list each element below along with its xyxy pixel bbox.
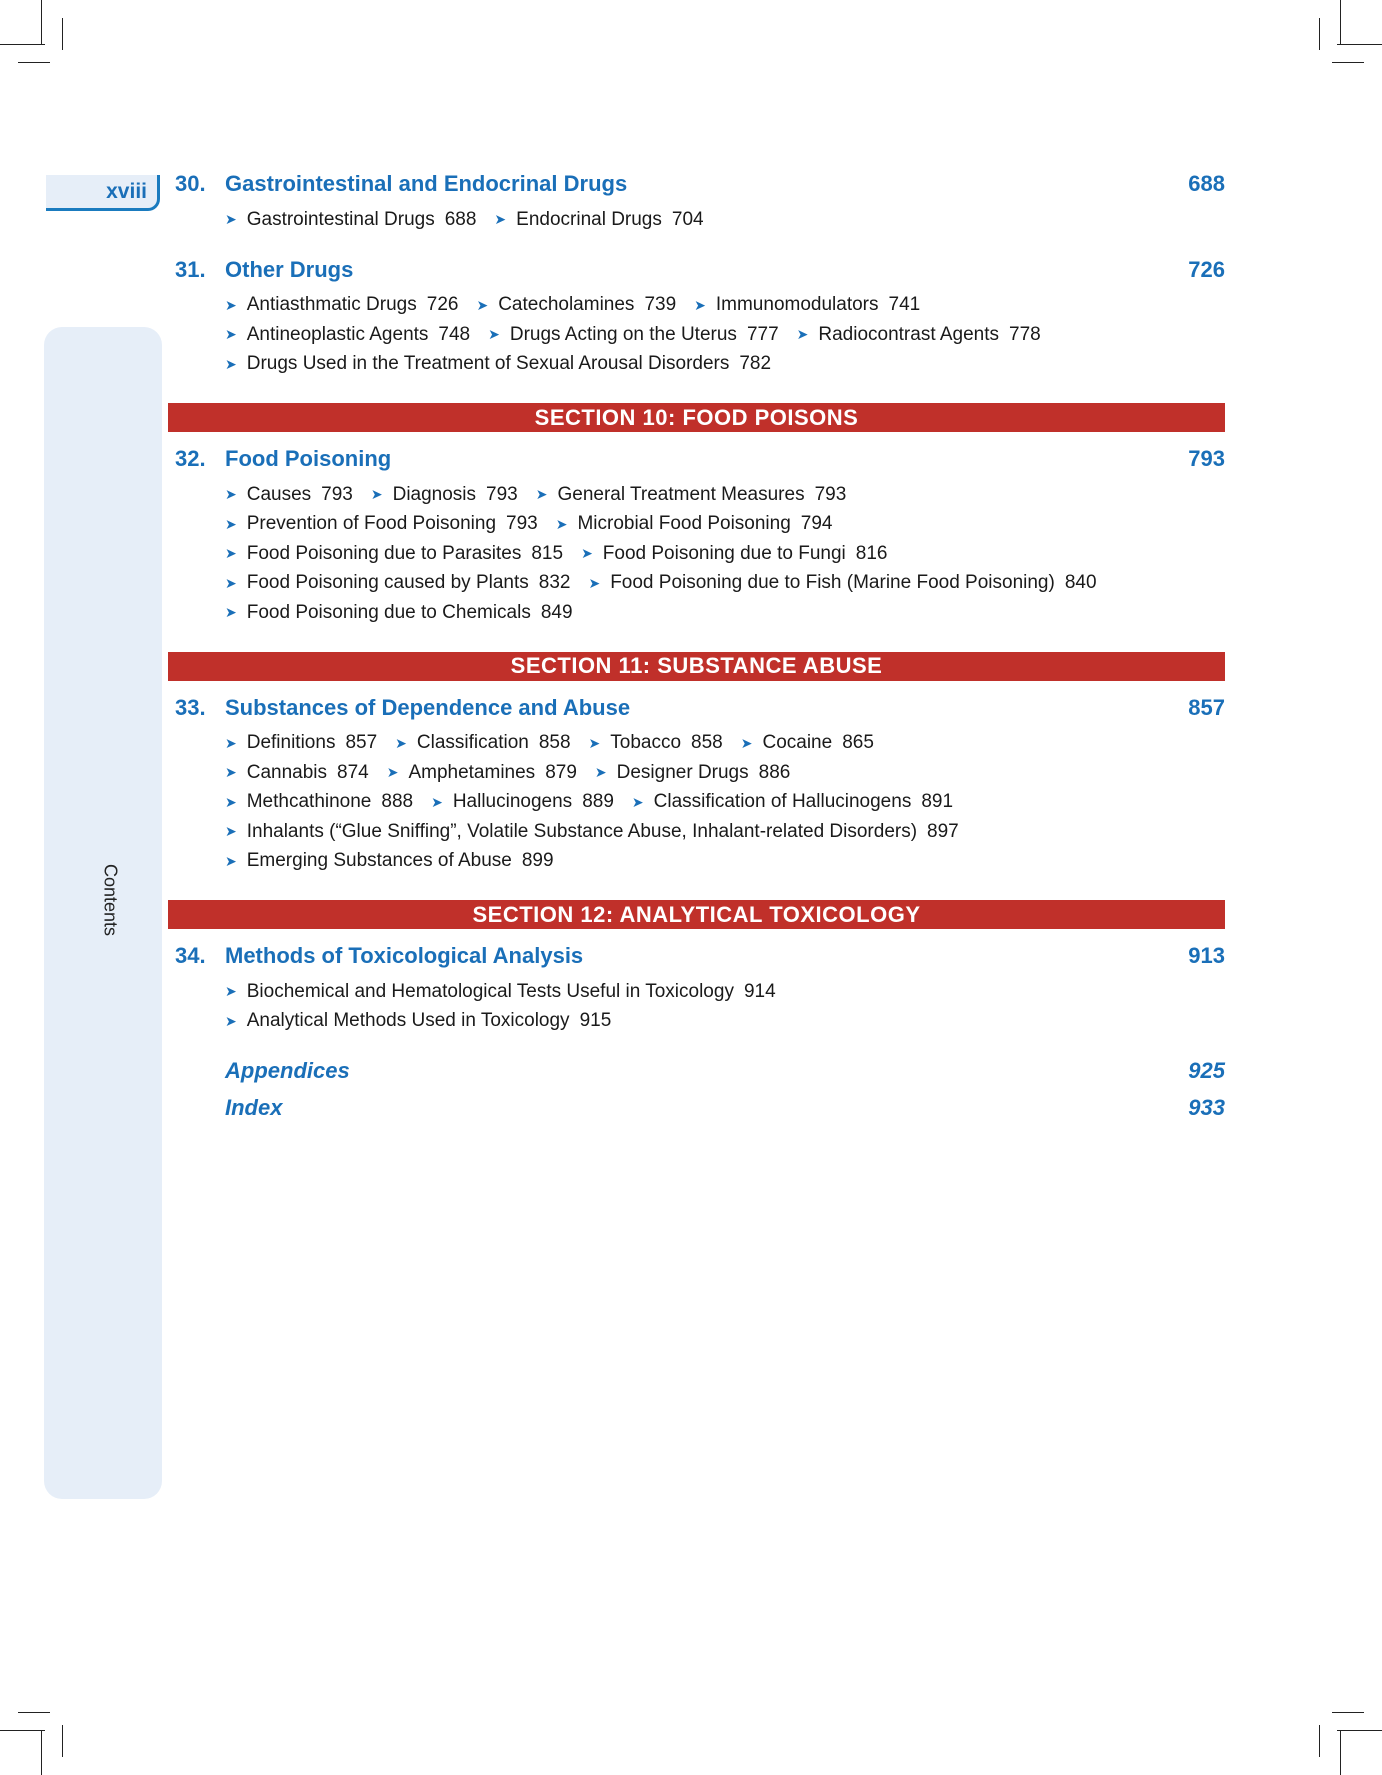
chapter-number: 33.: [175, 694, 206, 720]
section-banner: SECTION 11: SUBSTANCE ABUSE: [168, 652, 1225, 681]
chapter-heading[interactable]: [175, 689, 1225, 727]
topic-entry[interactable]: [595, 762, 790, 784]
topic-title: Inhalants (“Glue Sniffing”, Volatile Substance Abuse, Inhalant-related Disorders): [246, 820, 918, 842]
crop-mark: [1319, 18, 1320, 50]
topic-row: [225, 291, 1225, 321]
arrow-bullet-icon: ➤: [494, 211, 507, 228]
topic-title: Cannabis: [246, 761, 328, 783]
topic-page: 914: [743, 980, 776, 1002]
topic-entry[interactable]: [225, 821, 959, 843]
topic-title: Cocaine: [762, 732, 833, 754]
topic-page: 874: [337, 761, 369, 783]
topic-page: 840: [1064, 572, 1097, 594]
topic-title: Drugs Acting on the Uterus: [509, 323, 737, 345]
side-label: Contents: [100, 863, 121, 937]
topic-page: 865: [842, 732, 874, 754]
topic-entry[interactable]: [431, 791, 614, 813]
arrow-bullet-icon: ➤: [225, 793, 237, 810]
chapter-title: Food Poisoning: [225, 446, 392, 471]
arrow-bullet-icon: ➤: [225, 574, 237, 591]
arrow-bullet-icon: ➤: [225, 355, 237, 372]
topic-page: 849: [540, 601, 573, 623]
topic-entry[interactable]: [225, 602, 573, 624]
chapter-topics: [225, 291, 1225, 396]
crop-mark: [1340, 0, 1341, 45]
topic-title: Food Poisoning due to Fungi: [602, 542, 846, 564]
topic-page: 891: [921, 791, 954, 813]
topic-page: 748: [438, 323, 471, 345]
arrow-bullet-icon: ➤: [225, 823, 237, 840]
topic-title: Catecholamines: [498, 294, 635, 316]
arrow-bullet-icon: ➤: [370, 486, 383, 503]
topic-row: [225, 817, 1225, 847]
topic-title: Designer Drugs: [616, 761, 749, 783]
topic-title: Microbial Food Poisoning: [577, 513, 791, 535]
topic-entry[interactable]: [225, 209, 476, 231]
topic-entry[interactable]: [225, 1010, 611, 1032]
arrow-bullet-icon: ➤: [386, 764, 399, 781]
topic-entry[interactable]: [589, 732, 723, 754]
topic-title: Drugs Used in the Treatment of Sexual Arousal Disorders: [246, 353, 730, 375]
topic-entry[interactable]: [387, 762, 577, 784]
arrow-bullet-icon: ➤: [581, 545, 593, 562]
topic-entry[interactable]: [536, 484, 847, 506]
chapter-title: Methods of Toxicological Analysis: [225, 943, 584, 968]
topic-page: 778: [1009, 323, 1041, 345]
topic-page: 858: [691, 732, 723, 754]
chapter-number: 30.: [175, 171, 206, 196]
arrow-bullet-icon: ➤: [225, 983, 237, 1000]
topic-entry[interactable]: [588, 572, 1096, 594]
topic-title: General Treatment Measures: [557, 483, 805, 505]
arrow-bullet-icon: ➤: [431, 793, 443, 810]
topic-page: 726: [426, 294, 459, 316]
chapter-title: Other Drugs: [225, 256, 354, 282]
topic-row: [225, 510, 1225, 540]
topic-row: [225, 788, 1225, 818]
crop-mark: [0, 1730, 45, 1731]
arrow-bullet-icon: ➤: [225, 211, 237, 228]
arrow-bullet-icon: ➤: [225, 734, 237, 751]
page-number: xviii: [106, 180, 147, 203]
topic-row: [225, 598, 1225, 628]
topic-page: 741: [888, 294, 921, 316]
crop-mark: [18, 1712, 50, 1713]
topic-entry[interactable]: [225, 484, 353, 506]
topic-entry[interactable]: [225, 732, 377, 754]
topic-entry[interactable]: [632, 791, 953, 813]
topic-entry[interactable]: [225, 294, 458, 316]
topic-page: 832: [538, 572, 571, 594]
arrow-bullet-icon: ➤: [594, 764, 607, 781]
topic-title: Emerging Substances of Abuse: [246, 850, 512, 872]
back-matter-page: 933: [1188, 1094, 1225, 1120]
chapter-topics: [225, 480, 1225, 644]
topic-entry[interactable]: [371, 484, 518, 506]
topic-entry[interactable]: [694, 294, 920, 316]
topic-entry[interactable]: [476, 294, 676, 316]
topic-title: Radiocontrast Agents: [818, 323, 999, 345]
arrow-bullet-icon: ➤: [225, 764, 237, 781]
crop-mark: [1332, 1712, 1364, 1713]
topic-entry[interactable]: [225, 762, 369, 784]
arrow-bullet-icon: ➤: [535, 486, 548, 503]
crop-mark: [41, 1730, 42, 1775]
topic-page: 879: [545, 761, 577, 783]
topic-title: Immunomodulators: [715, 294, 879, 316]
chapter-number: 34.: [175, 943, 206, 968]
crop-mark: [1337, 1730, 1382, 1731]
topic-page: 857: [345, 732, 378, 754]
chapter-heading[interactable]: [175, 165, 1225, 203]
arrow-bullet-icon: ➤: [796, 326, 809, 343]
topic-page: 782: [739, 353, 772, 375]
topic-title: Endocrinal Drugs: [516, 208, 662, 230]
topic-title: Classification of Hallucinogens: [653, 791, 912, 813]
chapter-title: Gastrointestinal and Endocrinal Drugs: [225, 171, 628, 196]
topic-page: 915: [579, 1010, 612, 1032]
arrow-bullet-icon: ➤: [225, 852, 237, 869]
topic-title: Hallucinogens: [452, 791, 573, 813]
back-matter-entry[interactable]: [225, 1052, 1225, 1089]
chapter-topics: [225, 205, 1225, 251]
topic-title: Food Poisoning caused by Plants: [246, 572, 529, 594]
topic-row: [225, 539, 1225, 569]
back-matter-title: Index: [225, 1094, 283, 1120]
chapter-number: 32.: [175, 446, 206, 471]
topic-entry[interactable]: [581, 543, 887, 565]
topic-page: 793: [506, 513, 538, 535]
topic-entry[interactable]: [225, 572, 570, 594]
chapter-number: 31.: [175, 256, 206, 282]
topic-title: Methcathinone: [246, 791, 372, 813]
topic-row: [225, 320, 1225, 350]
topic-row: [225, 758, 1225, 788]
topic-title: Causes: [246, 483, 312, 505]
topic-entry[interactable]: [225, 791, 413, 813]
topic-row: [225, 569, 1225, 599]
topic-entry[interactable]: [556, 513, 833, 535]
chapter-page: 857: [1188, 694, 1225, 720]
topic-title: Biochemical and Hematological Tests Useful in Toxicology: [246, 980, 734, 1002]
topic-title: Prevention of Food Poisoning: [246, 513, 497, 535]
topic-entry[interactable]: [797, 324, 1041, 346]
topic-row: [225, 729, 1225, 759]
chapter-heading[interactable]: [175, 937, 1225, 975]
topic-page: 688: [444, 208, 477, 230]
topic-title: Food Poisoning due to Parasites: [246, 542, 522, 564]
chapter-heading[interactable]: [175, 251, 1225, 289]
topic-title: Gastrointestinal Drugs: [246, 208, 435, 230]
topic-page: 815: [531, 542, 564, 564]
section-banner: SECTION 12: ANALYTICAL TOXICOLOGY: [168, 900, 1225, 929]
crop-mark: [18, 62, 50, 63]
topic-page: 739: [644, 294, 677, 316]
chapter-title: Substances of Dependence and Abuse: [225, 694, 631, 720]
chapter-page: 913: [1188, 943, 1225, 968]
topic-page: 888: [381, 791, 414, 813]
arrow-bullet-icon: ➤: [740, 734, 753, 751]
topic-title: Classification: [416, 732, 529, 754]
topic-page: 858: [538, 732, 571, 754]
topic-page: 816: [855, 542, 888, 564]
topic-page: 793: [321, 483, 353, 505]
section-banner: SECTION 10: FOOD POISONS: [168, 403, 1225, 432]
arrow-bullet-icon: ➤: [225, 604, 237, 621]
arrow-bullet-icon: ➤: [225, 326, 237, 343]
chapter-topics: [225, 729, 1225, 893]
topic-entry[interactable]: [225, 513, 538, 535]
topic-entry[interactable]: [741, 732, 874, 754]
topic-row: [225, 205, 1225, 235]
topic-title: Diagnosis: [392, 483, 477, 505]
topic-title: Food Poisoning due to Fish (Marine Food Poisoning): [610, 572, 1055, 594]
back-matter-page: 925: [1188, 1057, 1225, 1083]
topic-page: 793: [486, 483, 518, 505]
topic-page: 897: [927, 820, 959, 842]
crop-mark: [1332, 62, 1364, 63]
topic-entry[interactable]: [395, 732, 570, 754]
topic-title: Antiasthmatic Drugs: [246, 294, 417, 316]
arrow-bullet-icon: ➤: [225, 296, 237, 313]
arrow-bullet-icon: ➤: [225, 1012, 237, 1029]
topic-page: 889: [582, 791, 614, 813]
topic-row: [225, 350, 1225, 380]
topic-entry[interactable]: [225, 324, 470, 346]
crop-mark: [1340, 1730, 1341, 1775]
table-of-contents: [175, 165, 1225, 1126]
topic-title: Food Poisoning due to Chemicals: [246, 601, 531, 623]
crop-mark: [62, 18, 63, 50]
chapter-page: 688: [1188, 171, 1225, 196]
topic-page: 777: [746, 323, 779, 345]
crop-mark: [1319, 1725, 1320, 1757]
chapter-page: 793: [1188, 446, 1225, 471]
topic-row: [225, 977, 1225, 1007]
topic-row: [225, 480, 1225, 510]
arrow-bullet-icon: ➤: [395, 734, 407, 751]
topic-entry[interactable]: [494, 209, 703, 231]
topic-title: Definitions: [246, 732, 336, 754]
chapter-topics: [225, 977, 1225, 1052]
topic-entry[interactable]: [488, 324, 779, 346]
topic-page: 886: [758, 761, 791, 783]
arrow-bullet-icon: ➤: [225, 515, 237, 532]
chapter-heading[interactable]: [175, 440, 1225, 478]
arrow-bullet-icon: ➤: [225, 486, 237, 503]
topic-title: Tobacco: [610, 732, 682, 754]
crop-mark: [62, 1725, 63, 1757]
chapter-page: 726: [1188, 256, 1225, 282]
topic-row: [225, 847, 1225, 877]
arrow-bullet-icon: ➤: [588, 574, 601, 591]
arrow-bullet-icon: ➤: [555, 515, 568, 532]
topic-entry[interactable]: [225, 353, 771, 375]
topic-row: [225, 1007, 1225, 1037]
topic-title: Antineoplastic Agents: [246, 323, 429, 345]
topic-entry[interactable]: [225, 981, 776, 1003]
arrow-bullet-icon: ➤: [476, 296, 489, 313]
crop-mark: [0, 44, 45, 45]
topic-title: Amphetamines: [408, 761, 536, 783]
topic-page: 793: [814, 483, 847, 505]
topic-page: 794: [800, 513, 833, 535]
crop-mark: [1337, 44, 1382, 45]
page-number-tab: [46, 175, 160, 211]
arrow-bullet-icon: ➤: [488, 326, 500, 343]
topic-entry[interactable]: [225, 543, 563, 565]
back-matter-entry[interactable]: [225, 1089, 1225, 1126]
topic-entry[interactable]: [225, 850, 554, 872]
topic-page: 899: [521, 850, 554, 872]
arrow-bullet-icon: ➤: [694, 296, 706, 313]
crop-mark: [41, 0, 42, 45]
arrow-bullet-icon: ➤: [588, 734, 601, 751]
arrow-bullet-icon: ➤: [631, 793, 644, 810]
back-matter-title: Appendices: [225, 1057, 350, 1083]
topic-title: Analytical Methods Used in Toxicology: [246, 1010, 570, 1032]
arrow-bullet-icon: ➤: [225, 545, 237, 562]
topic-page: 704: [671, 208, 704, 230]
